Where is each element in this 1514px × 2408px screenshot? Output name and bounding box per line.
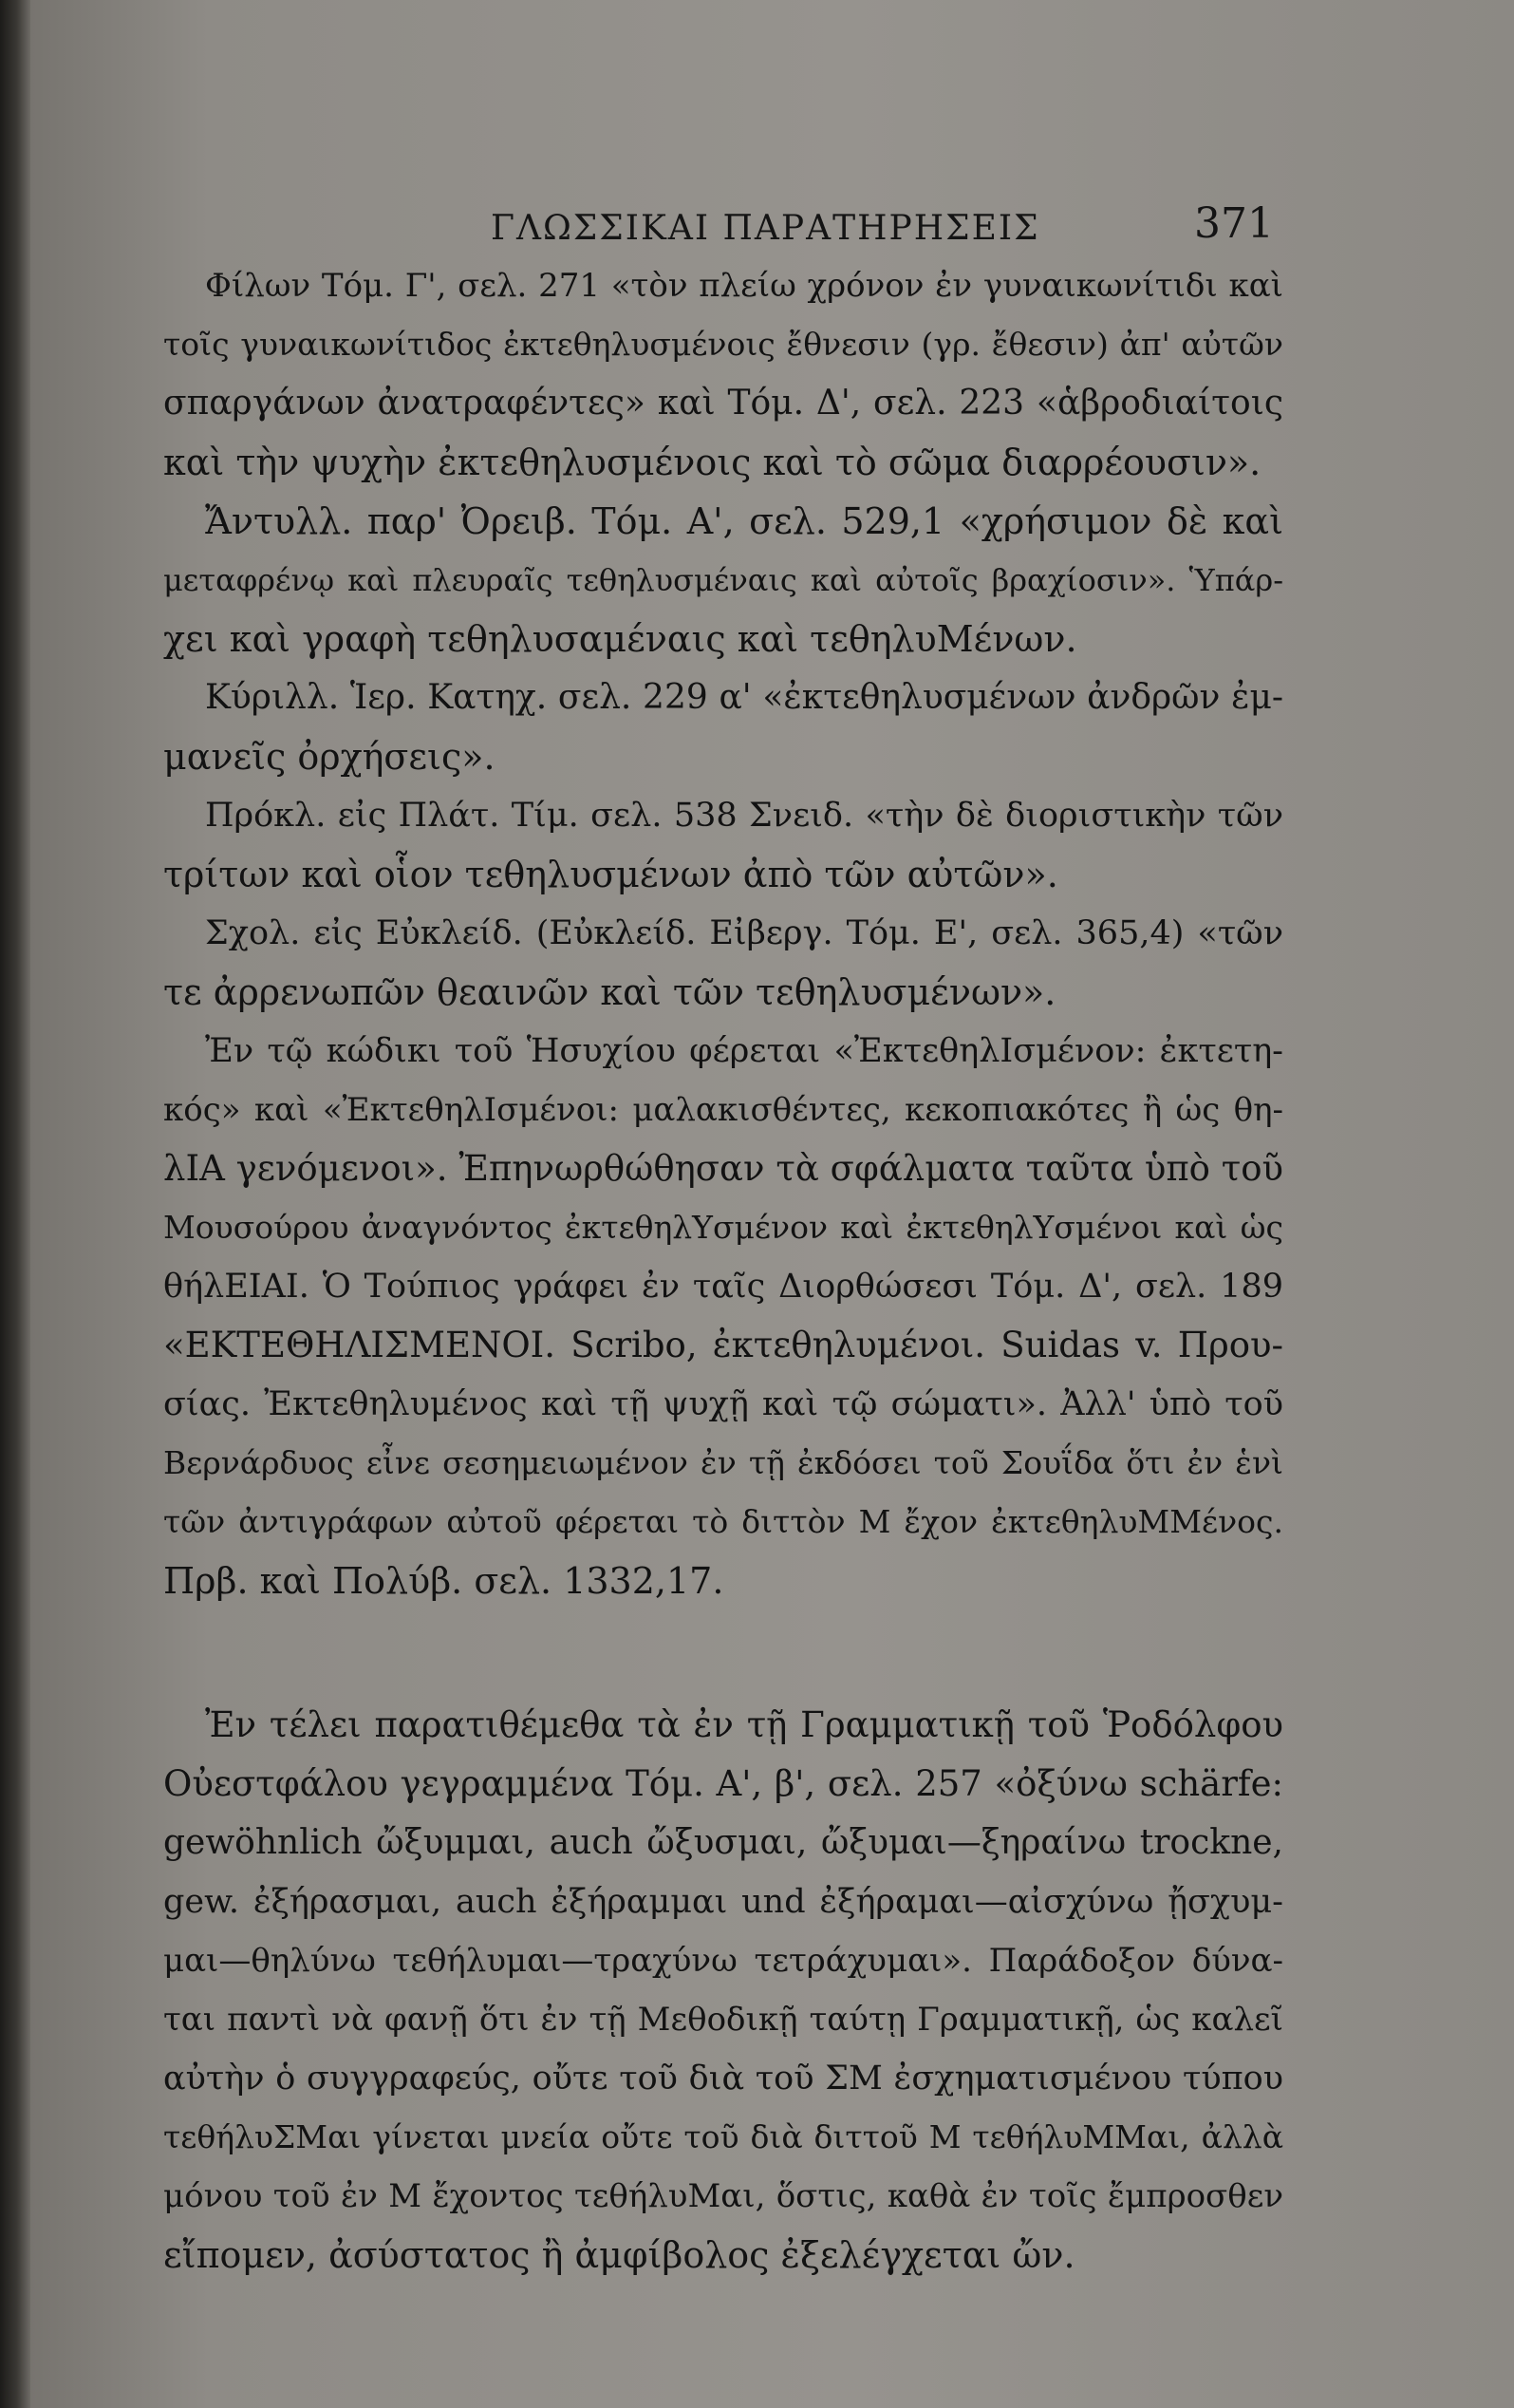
- text-line: Οὐεστφάλου γεγραμμένα Τόμ. Α', β', σελ. 257 «ὀξύνω schärfe:: [163, 1763, 1283, 1804]
- text-line: λΙΑ γενόμενοι». Ἐπηνωρθώθησαν τὰ σφάλματα ταῦτα ὑπὸ τοῦ: [163, 1148, 1283, 1189]
- text-line: Μουσούρου ἀναγνόντος ἐκτεθηλΥσμένον καὶ ἐκτεθηλΥσμένοι καὶ ὡς: [163, 1209, 1283, 1246]
- text-line: gew. ἐξήρασμαι, auch ἐξήραμμαι und ἐξήραμαι—αἰσχύνω ᾔσχυμ-: [163, 1883, 1283, 1921]
- book-spine-shadow: [0, 0, 30, 2408]
- text-line: σπαργάνων ἀνατραφέντες» καὶ Τόμ. Δ', σελ. 223 «ἁβροδιαίτοις: [163, 384, 1283, 423]
- text-line: Σχολ. εἰς Εὐκλείδ. (Εὐκλείδ. Εἰβεργ. Τόμ. Ε', σελ. 365,4) «τῶν: [205, 914, 1283, 952]
- text-line: Φίλων Τόμ. Γ', σελ. 271 «τὸν πλείω χρόνον ἐν γυναικωνίτιδι καὶ: [205, 267, 1283, 305]
- text-line: Πρόκλ. εἰς Πλάτ. Τίμ. σελ. 538 Σνειδ. «τὴν δὲ διοριστικὴν τῶν: [205, 797, 1283, 835]
- text-line: καὶ τὴν ψυχὴν ἐκτεθηλυσμένοις καὶ τὸ σῶμα διαρρέουσιν».: [163, 442, 1262, 483]
- text-line: τεθήλυΣΜαι γίνεται μνεία οὔτε τοῦ διὰ διττοῦ Μ τεθήλυΜΜαι, ἀλλὰ: [163, 2118, 1283, 2155]
- text-line: Ἐν τῷ κώδικι τοῦ Ἡσυχίου φέρεται «ἘκτεθηλΙσμένον: ἐκτετη-: [205, 1032, 1283, 1070]
- text-line: Ἐν τέλει παρατιθέμεθα τὰ ἐν τῇ Γραμματικῇ τοῦ Ῥοδόλφου: [205, 1704, 1283, 1745]
- text-line: τῶν ἀντιγράφων αὐτοῦ φέρεται τὸ διττὸν Μ ἔχον ἐκτεθηλυΜΜένος.: [163, 1503, 1283, 1540]
- text-line: μεταφρένῳ καὶ πλευραῖς τεθηλυσμέναις καὶ αὐτοῖς βραχίοσιν». Ὑπάρ-: [163, 562, 1283, 598]
- text-line: τοῖς γυναικωνίτιδος ἐκτεθηλυσμένοις ἔθνεσιν (γρ. ἔθεσιν) ἀπ' αὐτῶν: [163, 326, 1283, 363]
- paragraph-gap: [163, 1610, 1283, 1696]
- text-line: αὐτὴν ὁ συγγραφεύς, οὔτε τοῦ διὰ τοῦ ΣΜ ἐσχηματισμένου τύπου: [163, 2060, 1283, 2098]
- text-line: ται παντὶ νὰ φανῇ ὅτι ἐν τῇ Μεθοδικῇ ταύτῃ Γραμματικῇ, ὡς καλεῖ: [163, 2001, 1283, 2039]
- running-head-title: ΓΛΩΣΣΙΚΑΙ ΠΑΡΑΤΗΡΗΣΕΙΣ: [491, 209, 1040, 248]
- text-line: χει καὶ γραφὴ τεθηλυσαμέναις καὶ τεθηλυΜένων.: [163, 618, 1077, 660]
- text-line: τε ἀρρενωπῶν θεαινῶν καὶ τῶν τεθηλυσμένων».: [163, 971, 1056, 1013]
- text-line: σίας. Ἐκτεθηλυμένος καὶ τῇ ψυχῇ καὶ τῷ σώματι». Ἀλλ' ὑπὸ τοῦ: [163, 1385, 1283, 1423]
- text-line: μόνου τοῦ ἐν Μ ἔχοντος τεθήλυΜαι, ὅστις, καθὰ ἐν τοῖς ἔμπροσθεν: [163, 2177, 1283, 2215]
- text-line: μανεῖς ὀρχήσεις».: [163, 736, 495, 778]
- page-number: 371: [1194, 199, 1274, 248]
- text-line: Κύριλλ. Ἱερ. Κατηχ. σελ. 229 α' «ἐκτεθηλυσμένων ἀνδρῶν ἐμ-: [205, 678, 1283, 717]
- text-line: «ΕΚΤΕΘΗΛΙΣΜΕΝΟΙ. Scribo, ἐκτεθηλυμένοι. Suidas v. Πρου-: [163, 1325, 1283, 1365]
- body-text: [163, 256, 1283, 2285]
- text-line: gewöhnlich ὤξυμμαι, auch ὤξυσμαι, ὤξυμαι—ξηραίνω trockne,: [163, 1823, 1283, 1862]
- text-line: μαι—θηλύνω τεθήλυμαι—τραχύνω τετράχυμαι». Παράδοξον δύνα-: [163, 1942, 1283, 1980]
- text-line: Βερνάρδυος εἶνε σεσημειωμένον ἐν τῇ ἐκδόσει τοῦ Σουΐδα ὅτι ἐν ἑνὶ: [163, 1444, 1283, 1481]
- book-page: [30, 0, 1514, 2408]
- text-line: τρίτων καὶ οἷον τεθηλυσμένων ἀπὸ τῶν αὐτῶν».: [163, 854, 1058, 895]
- text-line: εἴπομεν, ἀσύστατος ἢ ἀμφίβολος ἐξελέγχεται ὤν.: [163, 2234, 1075, 2276]
- running-head: [173, 199, 1274, 256]
- text-line: κός» καὶ «ἘκτεθηλΙσμένοι: μαλακισθέντες, κεκοπιακότες ἢ ὡς θη-: [163, 1091, 1283, 1129]
- text-line: Ἄντυλλ. παρ' Ὀρειβ. Τόμ. Α', σελ. 529,1 «χρήσιμον δὲ καὶ: [205, 500, 1283, 542]
- text-line: θήλΕΙΑΙ. Ὁ Τούπιος γράφει ἐν ταῖς Διορθώσεσι Τόμ. Δ', σελ. 189: [163, 1268, 1283, 1306]
- text-line: Πρβ. καὶ Πολύβ. σελ. 1332,17.: [163, 1560, 724, 1602]
